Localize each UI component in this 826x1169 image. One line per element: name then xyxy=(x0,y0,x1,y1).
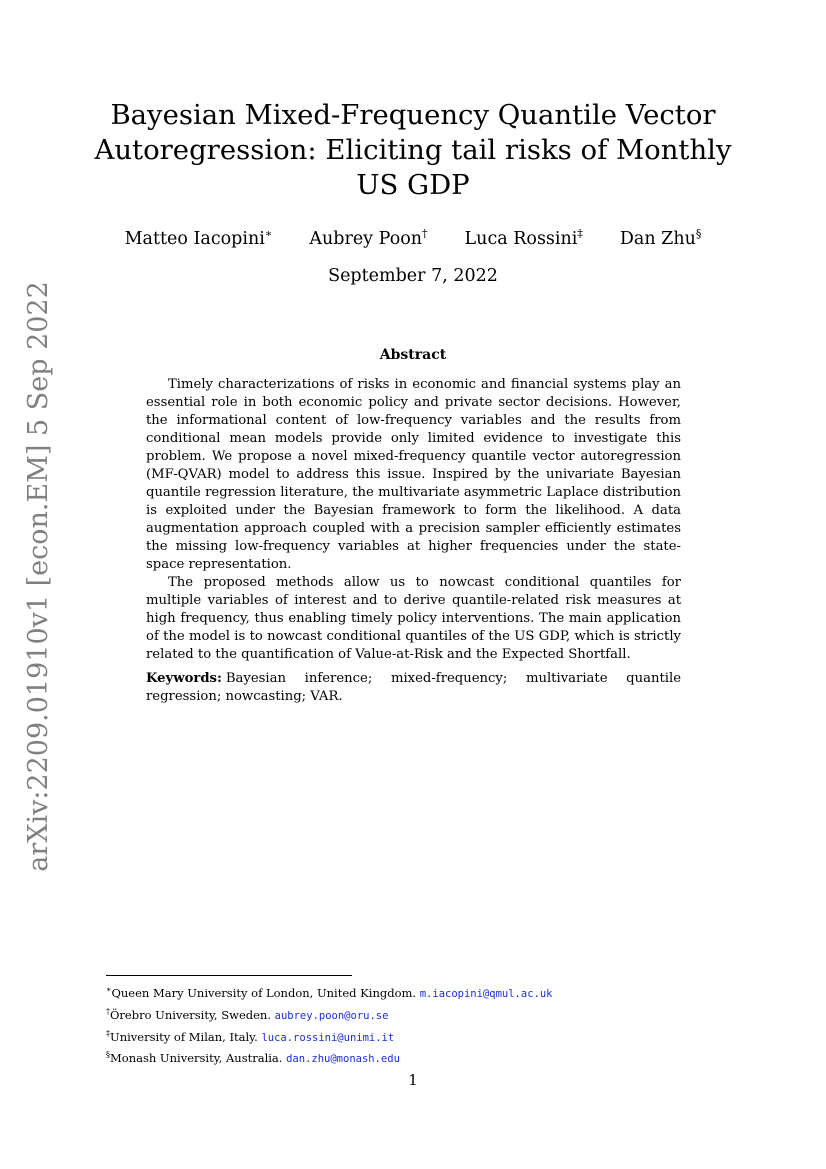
author: Dan Zhu§ xyxy=(619,227,702,249)
footnote xyxy=(106,1003,746,1025)
abstract-body xyxy=(146,376,681,664)
email-link[interactable]: dan.zhu@monash.edu xyxy=(286,1053,400,1066)
abstract-paragraph: The proposed methods allow us to nowcast conditional quantiles for multiple variables of interest and to derive quantile-related risk measures at high frequency, thus enabling timely policy interventions. The main application of the model is to nowcast conditional quantiles of the US GDP, which is strictly related to the quantification of Value-at-Risk and the Expected Shortfall. xyxy=(146,575,681,662)
footnote-affiliation: University of Milan, Italy. xyxy=(110,1029,258,1044)
email-link[interactable]: m.iacopini@qmul.ac.uk xyxy=(419,987,553,1000)
title-line-3: US GDP xyxy=(356,169,470,201)
footnote-mark: ‡ xyxy=(106,1028,110,1038)
footnote-affiliation: Monash University, Australia. xyxy=(110,1051,283,1066)
keywords-text: Bayesian inference; mixed-frequency; multivariate quantile regression; nowcasting; VAR. xyxy=(146,671,681,704)
page-number: 1 xyxy=(408,1071,418,1089)
paper-title xyxy=(90,98,736,203)
author-mark: ∗ xyxy=(264,227,273,240)
footnote-mark: ∗ xyxy=(106,985,112,994)
footnote xyxy=(106,1025,746,1047)
publication-date: September 7, 2022 xyxy=(328,266,498,286)
title-line-2: Autoregression: Eliciting tail risks of Monthly xyxy=(94,134,732,166)
abstract-paragraph: Timely characterizations of risks in economic and financial systems play an essential role in both economic policy and private sector decisions. However, the informational content of low-frequency variables and the results from conditional mean models provide only limited evidence to investigate this problem. We propose a novel mixed-frequency quantile vector autoregression (MF-QVAR) model to address this issue. Inspired by the univariate Bayesian quantile regression literature, the multivariate asymmetric Laplace distribution is exploited under the Bayesian framework to form the likelihood. A data augmentation approach coupled with a precision sampler efficiently estimates the missing low-frequency variables at higher frequencies under the state-space representation. xyxy=(146,377,681,572)
footnote xyxy=(106,981,746,1003)
title-line-1: Bayesian Mixed-Frequency Quantile Vector xyxy=(110,99,716,131)
author-list xyxy=(90,227,736,249)
abstract-heading: Abstract xyxy=(379,347,447,363)
author-mark: § xyxy=(695,227,702,240)
keywords xyxy=(146,670,681,706)
author: Matteo Iacopini∗ xyxy=(124,227,273,249)
footnote xyxy=(106,1046,746,1068)
footnote-affiliation: Queen Mary University of London, United Kingdom. xyxy=(111,985,417,1000)
author: Luca Rossini‡ xyxy=(464,227,583,249)
email-link[interactable]: aubrey.poon@oru.se xyxy=(274,1009,389,1022)
author-mark: † xyxy=(422,227,428,240)
footnotes xyxy=(106,981,746,1068)
arxiv-identifier: arXiv:2209.01910v1 [econ.EM] 5 Sep 2022 xyxy=(22,280,54,872)
footnote-mark: † xyxy=(106,1006,110,1016)
email-link[interactable]: luca.rossini@unimi.it xyxy=(261,1031,395,1044)
keywords-label: Keywords: xyxy=(146,671,222,686)
footnote-rule xyxy=(106,975,352,976)
author-mark: ‡ xyxy=(577,227,583,240)
footnote-affiliation: Örebro University, Sweden. xyxy=(110,1007,271,1022)
author: Aubrey Poon† xyxy=(309,227,428,249)
footnote-mark: § xyxy=(106,1050,110,1060)
arxiv-sidebar xyxy=(4,280,72,872)
